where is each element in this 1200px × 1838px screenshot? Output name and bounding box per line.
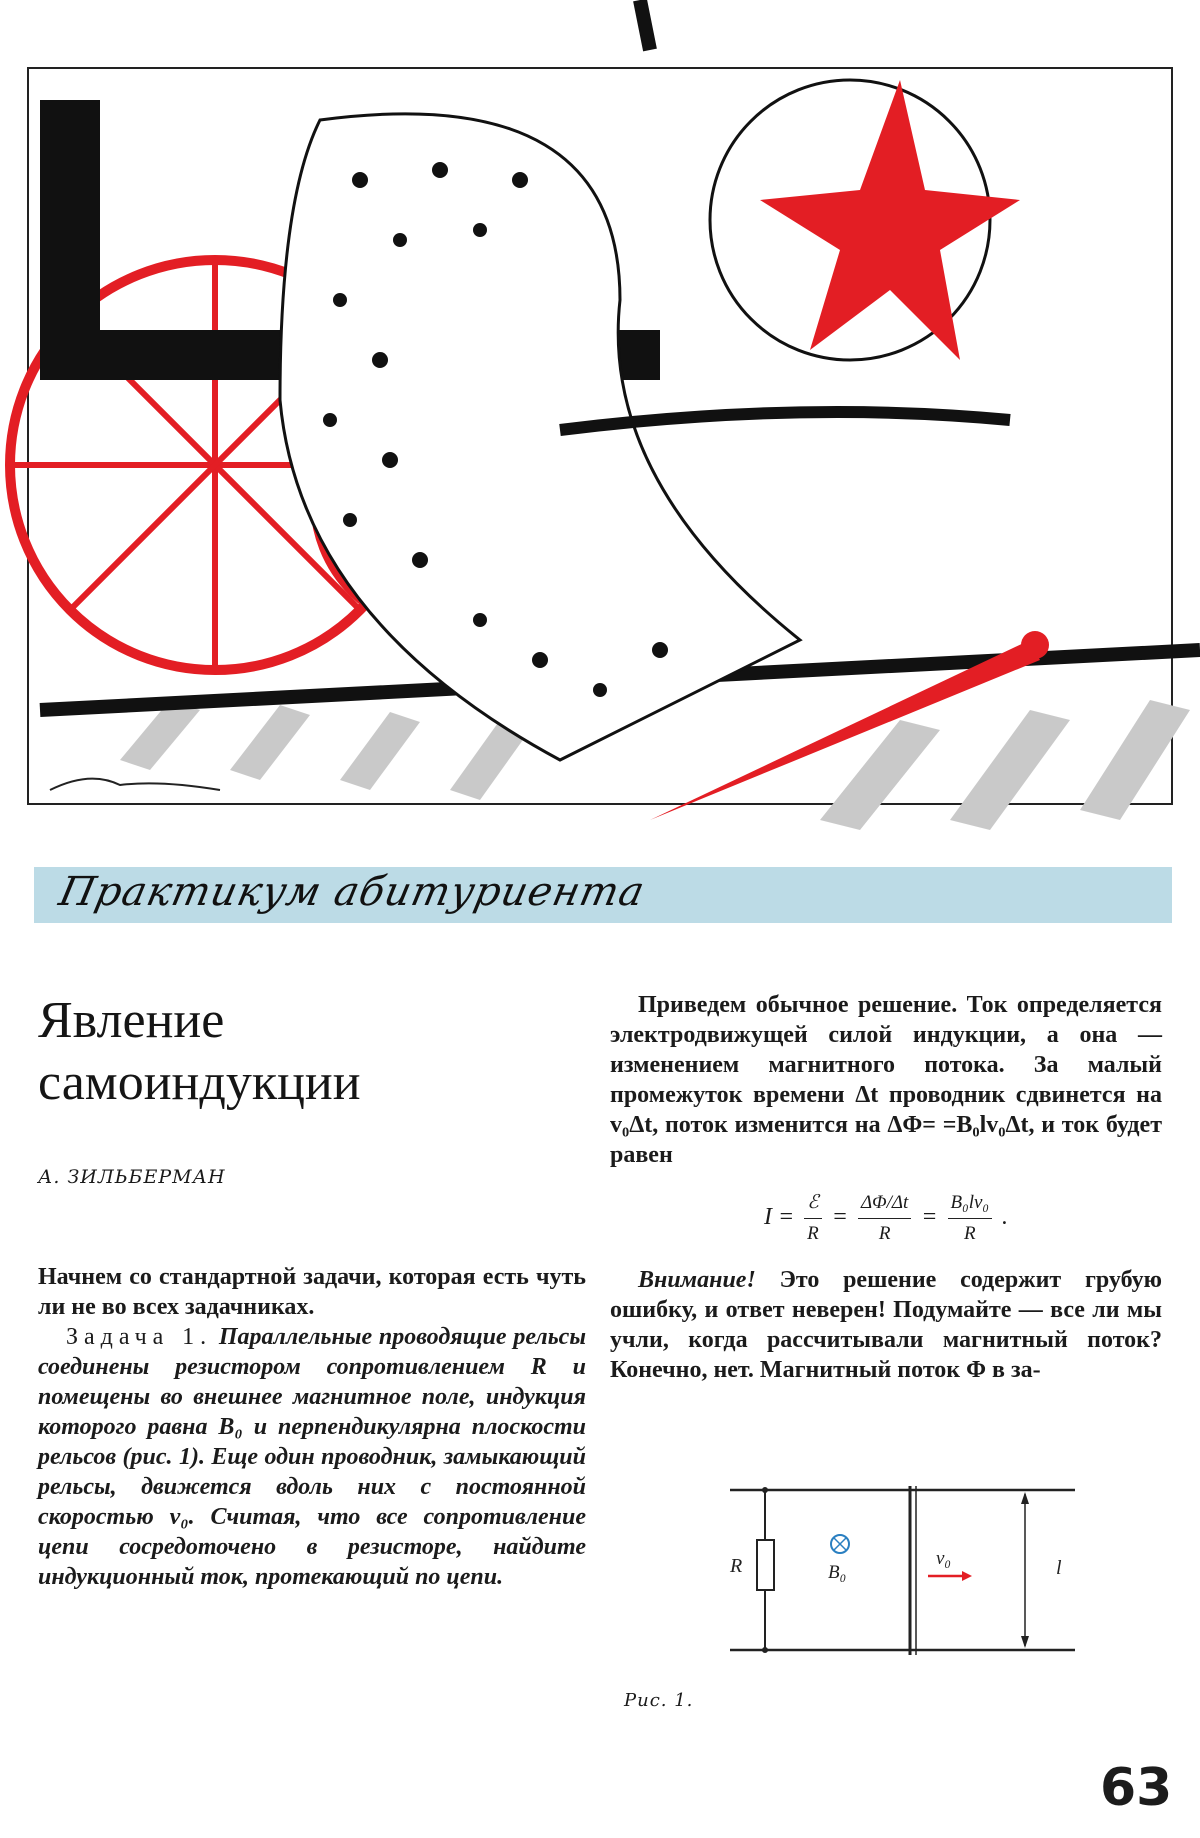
attention-label: Внимание!: [638, 1267, 756, 1293]
fraction-emf: [804, 1188, 822, 1249]
length-arrow-head: [1021, 1492, 1029, 1504]
figure-caption: Рис. 1.: [624, 1690, 694, 1711]
title-line-2: самоиндукции: [38, 1054, 361, 1111]
fraction-numerator: ΔΦ/Δt: [858, 1188, 911, 1219]
locomotive-illustration: [0, 0, 1200, 850]
author: А. ЗИЛЬБЕРМАН: [38, 1166, 226, 1188]
solution-paragraph: Приведем обычное решение. Ток определяется электродвижущей силой индукции, а она — изменением магнитного потока. За малый промежуток времени Δt проводник сдвинется на v₀Δt, поток изменится на ΔΦ= =B₀lv₀Δt, и ток будет равен: [610, 992, 1162, 1168]
equals-sign: =: [831, 1204, 848, 1231]
fraction-denominator: R: [807, 1223, 819, 1244]
task-label: Задача 1.: [66, 1324, 213, 1350]
task-text: Параллельные проводящие рельсы соединены резистором сопротивлением R и помещены во внешнее магнитное поле, индукция которого равна B₀ и перпендикулярна плоскости рельсов (рис. 1). Еще один проводник, замыкающий рельсы, движется вдоль них с постоянной скоростью v₀. Считая, что все сопротивление цепи сосредоточено в резисторе, найдите индукционный ток, протекающий по цепи.: [38, 1324, 586, 1590]
junction-dot: [762, 1647, 768, 1653]
formula-end: .: [1002, 1204, 1009, 1231]
attention-text: Это решение содержит грубую ошибку, и ответ неверен! Подумайте — все ли мы учли, когда рассчитывали магнитный поток? Конечно, нет. Магнитный поток Φ в за-: [610, 1267, 1162, 1383]
left-column: [38, 1262, 586, 1592]
fraction-denominator: R: [878, 1223, 891, 1244]
article-title: [38, 990, 361, 1114]
right-column: [610, 990, 1162, 1385]
length-arrow-head: [1021, 1636, 1029, 1648]
resistor-symbol: [757, 1540, 774, 1590]
attention-paragraph: [610, 1265, 1162, 1385]
fraction-numerator: B₀lv₀: [948, 1188, 993, 1219]
task-paragraph: [38, 1322, 586, 1592]
circuit-figure: [700, 1480, 1120, 1670]
fraction-numerator: ℰ: [804, 1188, 822, 1219]
junction-dot: [762, 1487, 768, 1493]
page-number: 63: [1100, 1758, 1173, 1818]
label-B0: B₀: [828, 1562, 847, 1583]
current-formula: [610, 1188, 1162, 1249]
velocity-arrow-head: [962, 1571, 972, 1581]
label-R: R: [730, 1555, 743, 1577]
intro-paragraph: Начнем со стандартной задачи, которая есть чуть ли не во всех задачниках.: [38, 1264, 586, 1320]
fraction-denominator: R: [963, 1223, 976, 1244]
section-banner-label: Практикум абитуриента: [55, 869, 650, 915]
formula-lhs: I =: [763, 1204, 795, 1231]
title-line-1: Явление: [38, 992, 225, 1049]
label-l: l: [1056, 1557, 1062, 1579]
label-v0: v₀: [936, 1548, 952, 1569]
fraction-flux-rate: [858, 1188, 911, 1249]
equals-sign: =: [921, 1204, 938, 1231]
fraction-result: [948, 1188, 993, 1249]
